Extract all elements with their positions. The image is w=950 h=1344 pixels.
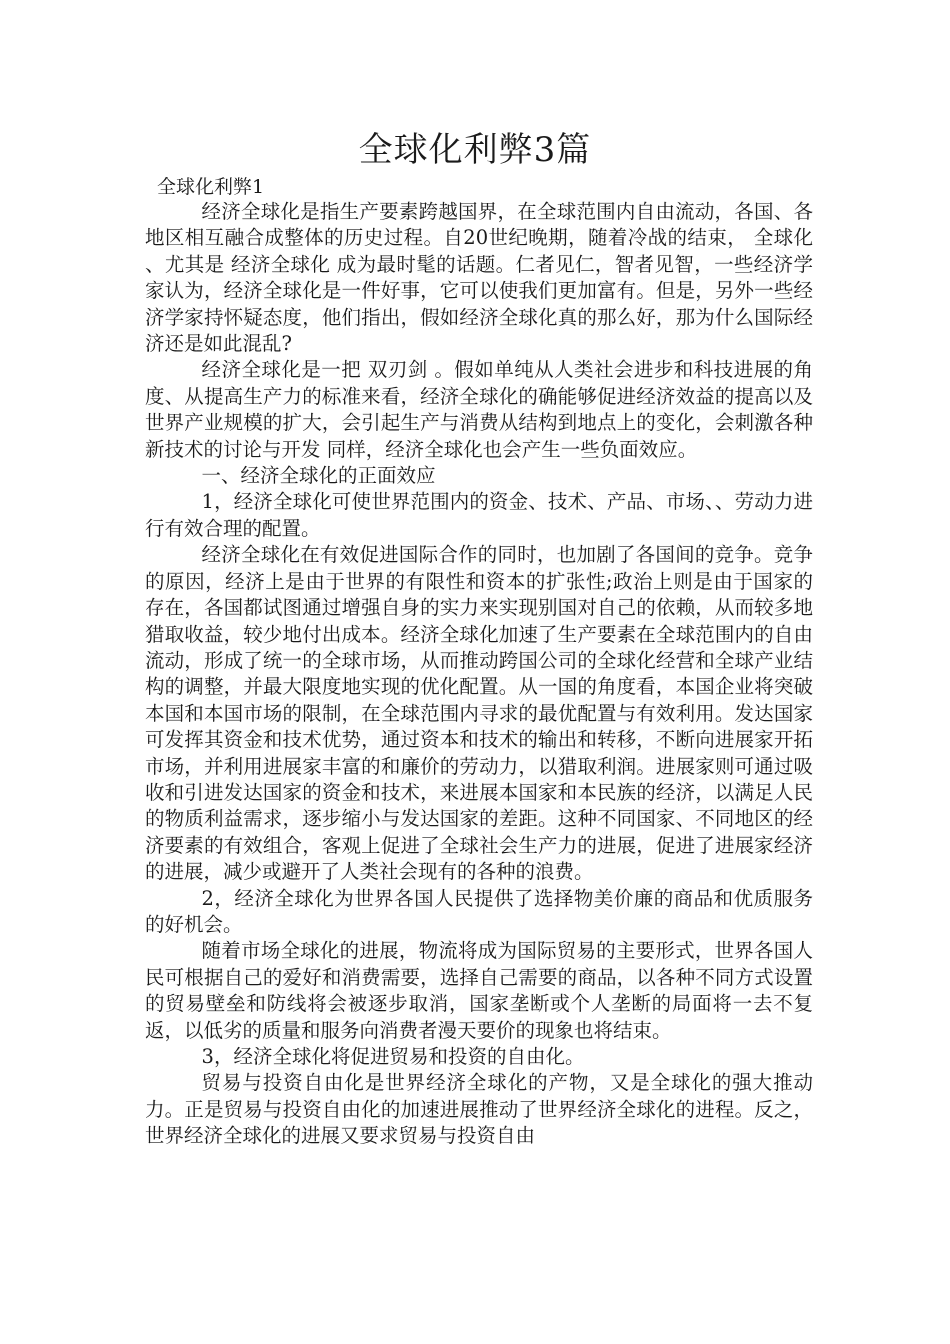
paragraph-market: 随着市场全球化的进展，物流将成为国际贸易的主要形式，世界各国人民可根据自己的爱好和消费需要，选择自己需要的商品，以各种不同方式设置的贸易壁垒和防线将会被逐步取消，国家垄断或个人垄断的局面将一去不复返，以低劣的质量和服务向消费者漫天要价的现象也将结束。 <box>145 939 813 1042</box>
heading-positive-effects: 一、经济全球化的正面效应 <box>201 464 436 488</box>
paragraph-trade: 贸易与投资自由化是世界经济全球化的产物，又是全球化的强大推动力。正是贸易与投资自由化的加速进展推动了世界经济全球化的进程。反之，世界经济全球化的进展又要求贸易与投资自由 <box>145 1071 813 1148</box>
point-2-heading: 2，经济全球化为世界各国人民提供了选择物美价廉的商品和优质服务的好机会。 <box>145 886 813 936</box>
document-body <box>145 199 813 1150</box>
paragraph-competition: 经济全球化在有效促进国际合作的同时，也加剧了各国间的竞争。竞争的原因，经济上是由于世界的有限性和资本的扩张性;政治上则是由于国家的存在，各国都试图通过增强自身的实力来实现别国对自己的依赖，从而较多地猎取收益，较少地付出成本。经济全球化加速了生产要素在全球范围内的自由流动，形成了统一的全球市场，从而推动跨国公司的全球化经营和全球产业结构的调整，并最大限度地实现的优化配置。从一国的角度看，本国企业将突破本国和本国市场的限制，在全球范围内寻求的最优配置与有效利用。发达国家可发挥其资金和技术优势，通过资本和技术的输出和转移，不断向进展家开拓市场，并利用进展家丰富的和廉价的劳动力，以猎取利润。进展家则可通过吸收和引进发达国家的资金和技术，来进展本国家和本民族的经济，以满足人民的物质利益需求，逐步缩小与发达国家的差距。这种不同国家、不同地区的经济要素的有效组合，客观上促进了全球社会生产力的进展，促进了进展家经济的进展，减少或避开了人类社会现有的各种的浪费。 <box>145 543 813 884</box>
document-title: 全球化利弊3篇 <box>358 130 592 170</box>
paragraph-intro: 经济全球化是指生产要素跨越国界，在全球范围内自由流动，各国、各地区相互融合成整体的历史过程。自20世纪晚期，随着冷战的结束， 全球化 、尤其是 经济全球化 成为最时髦的话题。仁者见仁，智者见智，一些经济学家认为，经济全球化是一件好事，它可以使我们更加富有。但是，另外一些经济学家持怀疑态度，他们指出，假如经济全球化真的那么好，那为什么国际经济还是如此混乱? <box>145 200 813 356</box>
point-1-heading: 1，经济全球化可使世界范围内的资金、技术、产品、市场、、劳动力进行有效合理的配置。 <box>145 490 813 540</box>
section-heading: 全球化利弊1 <box>157 176 265 198</box>
paragraph-double-edged: 经济全球化是一把 双刃剑 。假如单纯从人类社会进步和科技进展的角度、从提高生产力的标准来看，经济全球化的确能够促进经济效益的提高以及世界产业规模的扩大，会引起生产与消费从结构到地点上的变化，会刺激各种新技术的讨论与开发 同样，经济全球化也会产生一些负面效应。 <box>145 358 813 461</box>
point-3-heading: 3，经济全球化将促进贸易和投资的自由化。 <box>201 1045 585 1068</box>
